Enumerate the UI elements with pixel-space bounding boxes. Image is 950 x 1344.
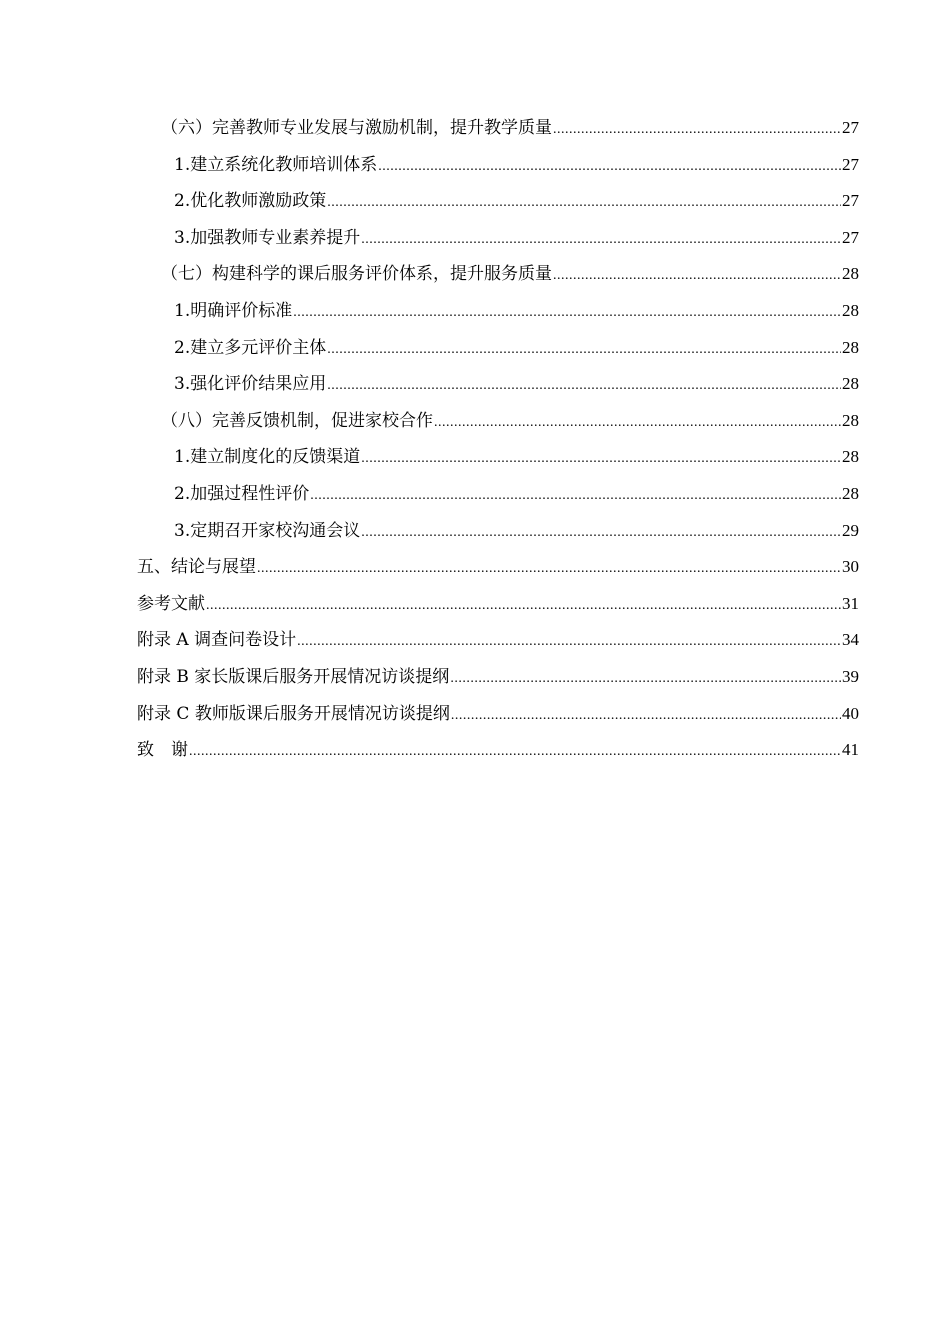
toc-entry-page-number: 27	[842, 154, 859, 174]
toc-entry[interactable]	[137, 696, 859, 733]
toc-entry-title: 2.加强过程性评价	[174, 483, 310, 504]
toc-dot-leader	[327, 185, 841, 222]
toc-entry-title: 1.建立制度化的反馈渠道	[174, 447, 361, 468]
toc-dot-leader	[361, 441, 841, 478]
toc-entry-title: 3.定期召开家校沟通会议	[174, 520, 361, 541]
toc-dot-leader	[327, 332, 841, 369]
toc-entry[interactable]	[137, 366, 859, 403]
toc-dot-leader	[361, 515, 841, 552]
toc-entry[interactable]	[137, 147, 859, 184]
toc-dot-leader	[450, 661, 841, 698]
toc-entry-title: 2.建立多元评价主体	[174, 337, 327, 358]
toc-entry[interactable]	[137, 513, 859, 550]
toc-entry[interactable]	[137, 732, 859, 769]
table-of-contents	[137, 110, 859, 769]
toc-entry[interactable]	[137, 622, 859, 659]
toc-entry-page-number: 28	[842, 483, 859, 503]
toc-entry-title: （八）完善反馈机制，促进家校合作	[161, 410, 433, 431]
toc-entry-title: 1.明确评价标准	[174, 300, 293, 321]
toc-entry-page-number: 28	[842, 300, 859, 320]
toc-entry-page-number: 27	[842, 227, 859, 247]
toc-dot-leader	[451, 698, 841, 735]
toc-entry-title: 3.强化评价结果应用	[174, 374, 327, 395]
toc-entry-page-number: 27	[842, 118, 859, 137]
toc-entry-title: 2.优化教师激励政策	[174, 191, 327, 212]
toc-dot-leader	[189, 734, 841, 771]
toc-entry[interactable]	[137, 110, 859, 147]
toc-entry-title: 五、结论与展望	[137, 557, 256, 578]
toc-entry-page-number: 28	[842, 410, 859, 430]
toc-entry-title: 附录 C 教师版课后服务开展情况访谈提纲	[137, 703, 450, 724]
toc-entry-page-number: 30	[842, 557, 859, 577]
toc-entry-page-number: 28	[842, 447, 859, 467]
toc-entry[interactable]	[137, 183, 859, 220]
toc-entry[interactable]	[137, 403, 859, 440]
toc-dot-leader	[293, 295, 841, 332]
toc-entry-page-number: 27	[842, 191, 859, 211]
toc-dot-leader	[327, 368, 841, 405]
toc-dot-leader	[553, 258, 841, 295]
toc-dot-leader	[361, 222, 841, 259]
toc-dot-leader	[378, 149, 841, 186]
toc-entry-title: 致 谢	[137, 740, 188, 761]
toc-entry-page-number: 28	[842, 264, 859, 284]
toc-entry-page-number: 34	[842, 630, 859, 650]
toc-entry-title: 附录 B 家长版课后服务开展情况访谈提纲	[137, 666, 450, 687]
toc-entry-page-number: 41	[842, 740, 859, 760]
toc-entry[interactable]	[137, 476, 859, 513]
toc-entry-page-number: 28	[842, 337, 859, 357]
toc-dot-leader	[297, 624, 841, 661]
toc-entry[interactable]	[137, 586, 859, 623]
toc-entry[interactable]	[137, 293, 859, 330]
toc-entry-title: 3.加强教师专业素养提升	[174, 227, 361, 248]
toc-entry-title: （七）构建科学的课后服务评价体系，提升服务质量	[161, 264, 552, 285]
toc-dot-leader	[310, 478, 841, 515]
toc-entry-title: 参考文献	[137, 593, 205, 614]
toc-dot-leader	[257, 551, 841, 588]
toc-entry-page-number: 29	[842, 520, 859, 540]
toc-entry-page-number: 28	[842, 374, 859, 394]
toc-entry[interactable]	[137, 659, 859, 696]
toc-entry[interactable]	[137, 220, 859, 257]
toc-entry[interactable]	[137, 439, 859, 476]
toc-entry-title: 1.建立系统化教师培训体系	[174, 154, 378, 175]
toc-entry-page-number: 40	[842, 703, 859, 723]
toc-dot-leader	[206, 588, 841, 625]
toc-entry-page-number: 39	[842, 666, 859, 686]
toc-entry-page-number: 31	[842, 593, 859, 613]
toc-entry[interactable]	[137, 549, 859, 586]
toc-entry[interactable]	[137, 330, 859, 367]
toc-entry[interactable]	[137, 256, 859, 293]
toc-dot-leader	[434, 405, 841, 442]
toc-dot-leader	[553, 112, 841, 149]
toc-entry-title: （六）完善教师专业发展与激励机制，提升教学质量	[161, 118, 552, 138]
toc-entry-title: 附录 A 调查问卷设计	[137, 630, 297, 651]
